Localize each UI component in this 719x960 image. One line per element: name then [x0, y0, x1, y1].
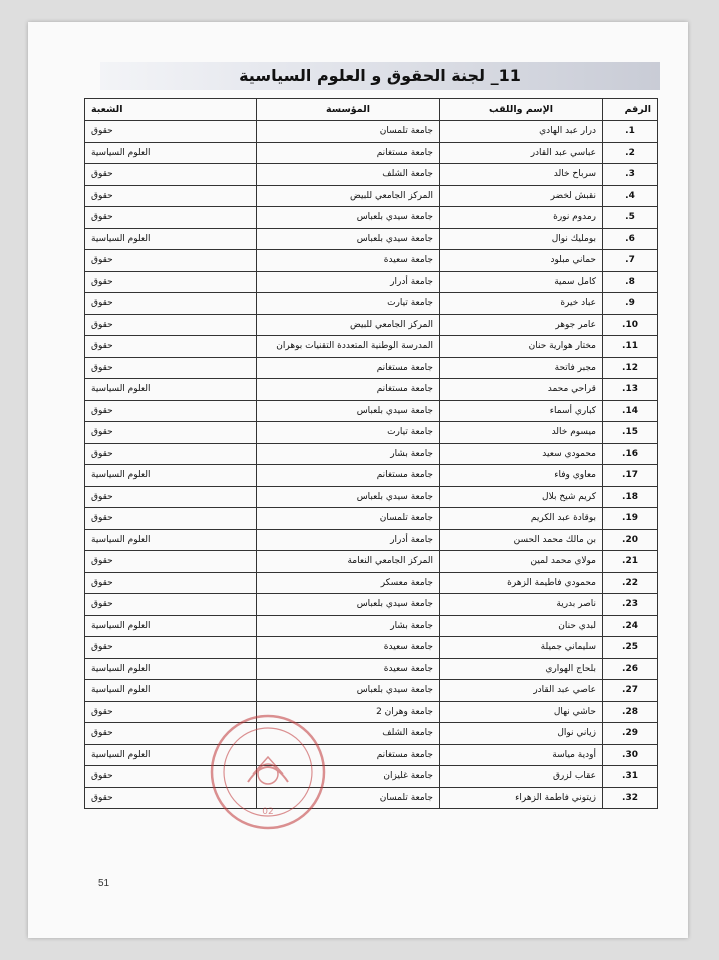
table-row [85, 400, 658, 422]
member-branch: العلوم السياسية [85, 465, 257, 487]
member-name: درار عبد الهادي [440, 121, 603, 143]
member-branch: حقوق [85, 637, 257, 659]
member-branch: حقوق [85, 443, 257, 465]
member-institution: المدرسة الوطنية المتعددة التقنيات بوهران [257, 336, 440, 358]
member-branch: العلوم السياسية [85, 744, 257, 766]
table-header-row [85, 99, 658, 121]
member-institution: جامعة أدرار [257, 271, 440, 293]
member-institution: جامعة سيدي بلعباس [257, 400, 440, 422]
member-name: مولاي محمد لمين [440, 551, 603, 573]
header-branch: الشعبة [85, 99, 257, 121]
row-number: 16. [603, 443, 658, 465]
row-number: 21. [603, 551, 658, 573]
table-row [85, 422, 658, 444]
table-row [85, 207, 658, 229]
member-branch: العلوم السياسية [85, 680, 257, 702]
member-institution: جامعة مستغانم [257, 142, 440, 164]
member-branch: حقوق [85, 723, 257, 745]
table-row [85, 142, 658, 164]
member-name: ناصر بدرية [440, 594, 603, 616]
row-number: 7. [603, 250, 658, 272]
row-number: 28. [603, 701, 658, 723]
member-institution: جامعة أدرار [257, 529, 440, 551]
member-branch: حقوق [85, 572, 257, 594]
row-number: 20. [603, 529, 658, 551]
member-name: زيتوني فاطمة الزهراء [440, 787, 603, 809]
member-branch: حقوق [85, 185, 257, 207]
member-name: بوقادة عبد الكريم [440, 508, 603, 530]
member-branch: حقوق [85, 121, 257, 143]
table-row [85, 744, 658, 766]
row-number: 32. [603, 787, 658, 809]
member-institution: جامعة بشار [257, 615, 440, 637]
table-row [85, 594, 658, 616]
member-name: محمودي سعيد [440, 443, 603, 465]
member-name: نقبش لخضر [440, 185, 603, 207]
member-branch: العلوم السياسية [85, 228, 257, 250]
member-name: بلحاج الهواري [440, 658, 603, 680]
member-institution: المركز الجامعي النعامة [257, 551, 440, 573]
table-row [85, 529, 658, 551]
table-row [85, 465, 658, 487]
member-institution: جامعة غليزان [257, 766, 440, 788]
member-name: كباري أسماء [440, 400, 603, 422]
committee-members-table [84, 98, 658, 809]
member-name: مختار هوارية حنان [440, 336, 603, 358]
document-page [28, 22, 688, 938]
member-institution: جامعة معسكر [257, 572, 440, 594]
row-number: 18. [603, 486, 658, 508]
header-name: الإسم واللقب [440, 99, 603, 121]
member-name: سليماني جميلة [440, 637, 603, 659]
member-name: عامر جوهر [440, 314, 603, 336]
member-institution: جامعة الشلف [257, 164, 440, 186]
table-row [85, 615, 658, 637]
member-name: بن مالك محمد الحسن [440, 529, 603, 551]
member-branch: العلوم السياسية [85, 529, 257, 551]
row-number: 17. [603, 465, 658, 487]
row-number: 31. [603, 766, 658, 788]
member-branch: حقوق [85, 357, 257, 379]
member-branch: العلوم السياسية [85, 142, 257, 164]
table-row [85, 701, 658, 723]
member-branch: حقوق [85, 787, 257, 809]
row-number: 10. [603, 314, 658, 336]
table-row [85, 379, 658, 401]
header-number: الرقم [603, 99, 658, 121]
row-number: 27. [603, 680, 658, 702]
member-branch: العلوم السياسية [85, 615, 257, 637]
member-branch: حقوق [85, 508, 257, 530]
member-institution: جامعة بشار [257, 443, 440, 465]
row-number: 1. [603, 121, 658, 143]
member-institution: جامعة مستغانم [257, 465, 440, 487]
member-branch: حقوق [85, 164, 257, 186]
member-institution: جامعة تلمسان [257, 121, 440, 143]
row-number: 3. [603, 164, 658, 186]
row-number: 30. [603, 744, 658, 766]
member-branch: حقوق [85, 701, 257, 723]
member-name: عقاب لزرق [440, 766, 603, 788]
member-branch: حقوق [85, 293, 257, 315]
row-number: 25. [603, 637, 658, 659]
member-institution: جامعة سيدي بلعباس [257, 594, 440, 616]
member-institution: جامعة مستغانم [257, 379, 440, 401]
member-branch: حقوق [85, 400, 257, 422]
member-name: قراحي محمد [440, 379, 603, 401]
stamp-label: 02 [262, 807, 274, 817]
member-branch: حقوق [85, 594, 257, 616]
member-branch: حقوق [85, 486, 257, 508]
member-name: معاوي وفاء [440, 465, 603, 487]
table-row [85, 680, 658, 702]
member-institution: جامعة وهران 2 [257, 701, 440, 723]
member-name: مجبر فاتحة [440, 357, 603, 379]
table-row [85, 572, 658, 594]
row-number: 26. [603, 658, 658, 680]
member-name: عباسي عبد القادر [440, 142, 603, 164]
document-title: 11_ لجنة الحقوق و العلوم السياسية [100, 62, 660, 90]
table-row [85, 164, 658, 186]
member-institution: جامعة سعيدة [257, 637, 440, 659]
row-number: 13. [603, 379, 658, 401]
member-institution: جامعة سعيدة [257, 250, 440, 272]
row-number: 22. [603, 572, 658, 594]
member-name: عاصي عبد القادر [440, 680, 603, 702]
member-institution: جامعة تلمسان [257, 787, 440, 809]
table-row [85, 121, 658, 143]
table-row [85, 314, 658, 336]
table-row [85, 228, 658, 250]
table-row [85, 508, 658, 530]
member-name: زياني نوال [440, 723, 603, 745]
official-stamp [208, 712, 328, 832]
member-name: كامل سمية [440, 271, 603, 293]
member-branch: حقوق [85, 271, 257, 293]
member-institution: جامعة تلمسان [257, 508, 440, 530]
table-row [85, 293, 658, 315]
member-name: حماني مبلود [440, 250, 603, 272]
member-institution: جامعة سيدي بلعباس [257, 680, 440, 702]
member-name: بومليك نوال [440, 228, 603, 250]
member-institution: جامعة مستغانم [257, 744, 440, 766]
member-branch: حقوق [85, 250, 257, 272]
row-number: 15. [603, 422, 658, 444]
row-number: 9. [603, 293, 658, 315]
member-branch: حقوق [85, 336, 257, 358]
row-number: 6. [603, 228, 658, 250]
row-number: 8. [603, 271, 658, 293]
table-row [85, 250, 658, 272]
row-number: 5. [603, 207, 658, 229]
member-branch: حقوق [85, 314, 257, 336]
member-institution: جامعة سيدي بلعباس [257, 228, 440, 250]
row-number: 14. [603, 400, 658, 422]
table-row [85, 723, 658, 745]
member-institution: المركز الجامعي للبيض [257, 314, 440, 336]
member-institution: جامعة الشلف [257, 723, 440, 745]
member-name: كريم شيخ بلال [440, 486, 603, 508]
member-branch: العلوم السياسية [85, 658, 257, 680]
row-number: 19. [603, 508, 658, 530]
member-institution: جامعة سيدي بلعباس [257, 207, 440, 229]
table-row [85, 185, 658, 207]
page-number: 51 [98, 878, 110, 889]
table-row [85, 551, 658, 573]
member-name: عباد خيرة [440, 293, 603, 315]
row-number: 23. [603, 594, 658, 616]
member-branch: حقوق [85, 551, 257, 573]
member-institution: جامعة سعيدة [257, 658, 440, 680]
row-number: 29. [603, 723, 658, 745]
row-number: 2. [603, 142, 658, 164]
member-branch: العلوم السياسية [85, 379, 257, 401]
table-row [85, 486, 658, 508]
table-row [85, 658, 658, 680]
table-row [85, 357, 658, 379]
member-institution: جامعة سيدي بلعباس [257, 486, 440, 508]
member-name: ميسوم خالد [440, 422, 603, 444]
table-row [85, 271, 658, 293]
row-number: 24. [603, 615, 658, 637]
table-row [85, 787, 658, 809]
table-row [85, 443, 658, 465]
row-number: 4. [603, 185, 658, 207]
member-branch: حقوق [85, 766, 257, 788]
member-institution: جامعة مستغانم [257, 357, 440, 379]
member-name: رمدوم نورة [440, 207, 603, 229]
header-institution: المؤسسة [257, 99, 440, 121]
member-name: سرباح خالد [440, 164, 603, 186]
table-row [85, 766, 658, 788]
table-row [85, 637, 658, 659]
member-branch: حقوق [85, 207, 257, 229]
member-institution: جامعة تيارت [257, 422, 440, 444]
member-branch: حقوق [85, 422, 257, 444]
member-name: أودية مياسة [440, 744, 603, 766]
table-row [85, 336, 658, 358]
member-name: لبدي حنان [440, 615, 603, 637]
member-institution: المركز الجامعي للبيض [257, 185, 440, 207]
row-number: 12. [603, 357, 658, 379]
member-institution: جامعة تيارت [257, 293, 440, 315]
row-number: 11. [603, 336, 658, 358]
member-name: محمودي فاطيمة الزهرة [440, 572, 603, 594]
member-name: حاشي نهال [440, 701, 603, 723]
